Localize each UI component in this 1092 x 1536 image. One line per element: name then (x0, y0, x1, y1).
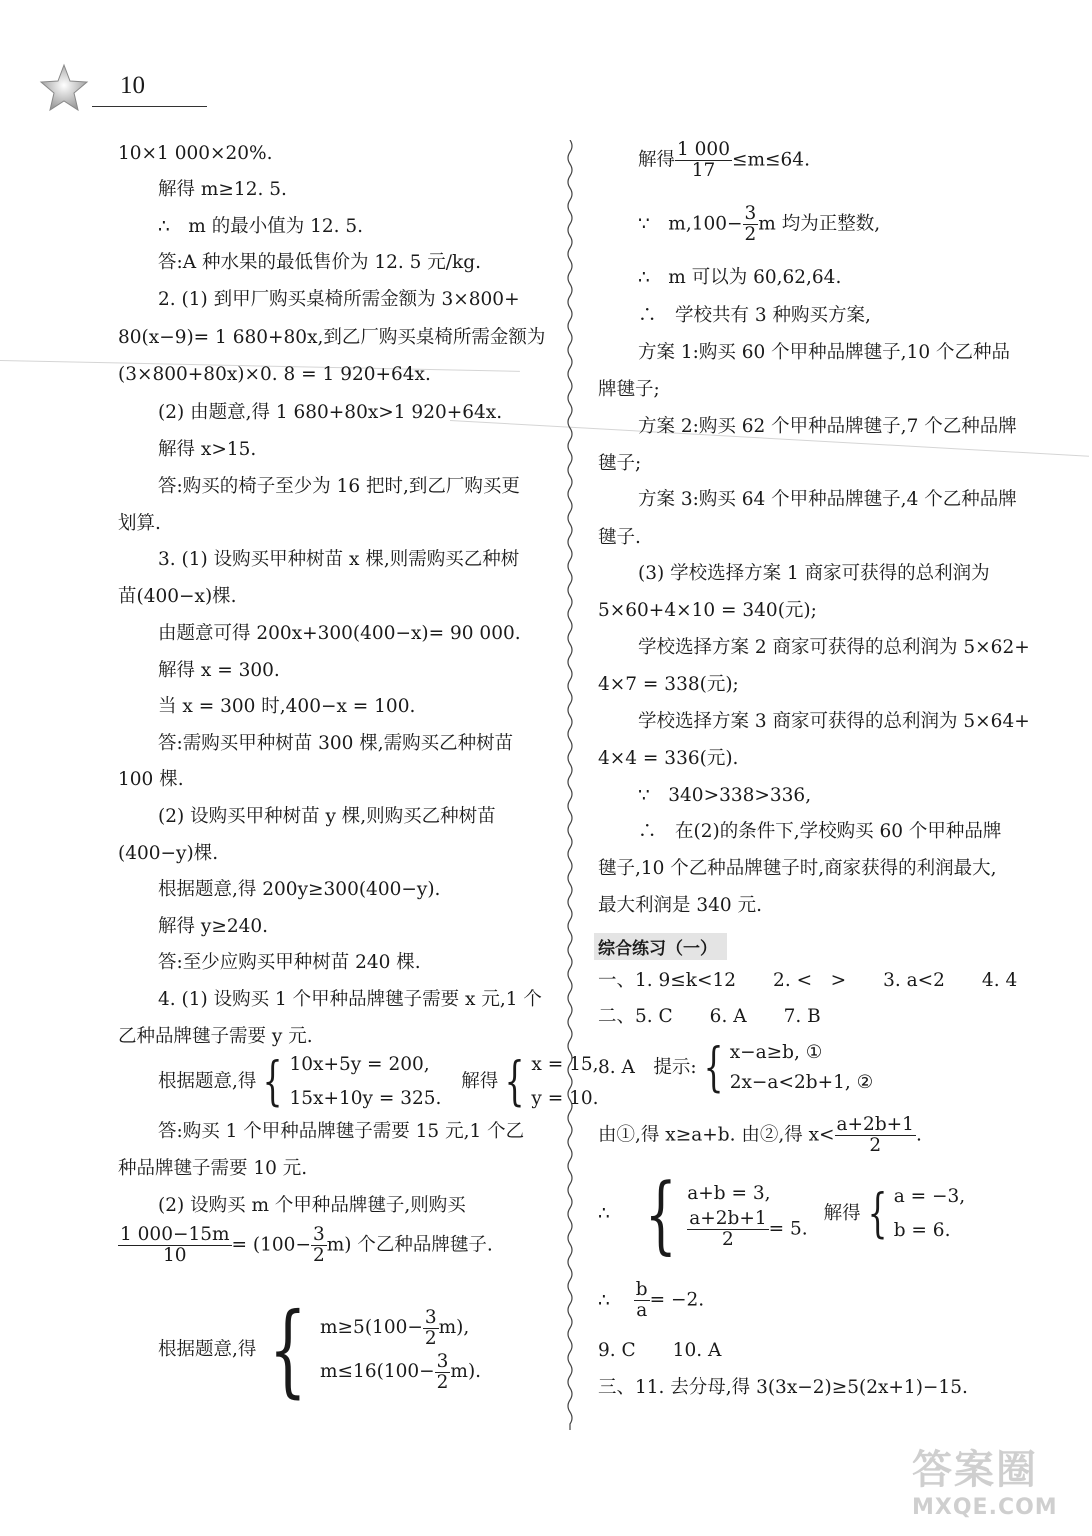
denominator: 10 (163, 1245, 187, 1266)
equation (687, 1209, 807, 1250)
equation: x−a≥b, ① (729, 1042, 823, 1063)
numerator: 3 (424, 1306, 437, 1328)
equation: a+b = 3, (687, 1182, 771, 1204)
text-line: 答:需购买甲种树苗 300 棵,需购买乙种树苗 (158, 733, 514, 754)
fraction (835, 1115, 916, 1156)
text-span: ≤m≤64. (731, 149, 810, 171)
inequality (320, 1306, 481, 1350)
text-line: ∴ 学校共有 3 种购买方案, (638, 305, 871, 326)
equation-lines (687, 1179, 807, 1250)
text-line: (2) 设购买 m 个甲种品牌毽子,则购买 (158, 1195, 466, 1216)
text-line: 方案 1:购买 60 个甲种品牌毽子,10 个乙种品 (638, 342, 1010, 363)
text-span: m 均为正整数, (758, 213, 881, 235)
equation-system (598, 1165, 966, 1263)
denominator: 2 (869, 1135, 882, 1156)
text-line: (2) 由题意,得 1 680+80x>1 920+64x. (158, 402, 503, 423)
equation-system (158, 1048, 599, 1116)
brace: { (703, 1038, 724, 1098)
equation: 2x−a<2b+1, ② (729, 1072, 874, 1093)
text-line: (400−y)棵. (118, 843, 219, 864)
text-line: (3) 学校选择方案 1 商家可获得的总利润为 (638, 563, 990, 584)
denominator: 2 (312, 1245, 325, 1266)
text-line: 2. (1) 到甲厂购买桌椅所需金额为 3×800+ (158, 289, 520, 310)
text-line: 解得 y≥240. (158, 916, 269, 937)
text-span: 根据题意,得 (158, 1339, 257, 1360)
text-span: m) 个乙种品牌毽子. (326, 1234, 493, 1256)
text-line: 乙种品牌毽子需要 y 元. (118, 1026, 313, 1047)
section-title: 综合练习（一） (594, 933, 727, 960)
text-line: 解得 x>15. (158, 439, 257, 460)
inequality-system (158, 1291, 482, 1408)
page-number: 10 (120, 72, 145, 99)
text-line: 答:购买 1 个甲种品牌毽子需要 15 元,1 个乙 (158, 1121, 525, 1142)
text-line: (3×800+80x)×0. 8 = 1 920+64x. (118, 364, 431, 385)
denominator: 2 (744, 224, 757, 245)
brace: { (269, 1291, 308, 1408)
text-span: = 5. (768, 1218, 808, 1239)
text-line: (2) 设购买甲种树苗 y 棵,则购买乙种树苗 (158, 806, 496, 827)
answer-line: 9. C 10. A (598, 1340, 722, 1361)
text-line: 学校选择方案 3 商家可获得的总利润为 5×64+ (638, 711, 1030, 732)
watermark-logo (912, 1438, 1082, 1518)
numerator: 1 000 (677, 139, 730, 160)
watermark-url: MXQE.COM (912, 1495, 1058, 1520)
fraction-line (598, 1115, 922, 1156)
text-line: ∴ m 的最小值为 12. 5. (158, 216, 364, 237)
denominator: 2 (722, 1228, 734, 1250)
text-line: 根据题意,得 200y≥300(400−y). (158, 879, 441, 900)
fraction-line (638, 204, 880, 245)
equation: b = 6. (893, 1220, 951, 1241)
answer-line: 一、1. 9≤k<12 2. < > 3. a<2 4. 4 (598, 970, 1018, 991)
numerator: 3 (312, 1224, 325, 1245)
star-icon (38, 62, 90, 114)
answer-line: 二、5. C 6. A 7. B (598, 1006, 821, 1027)
text-span: ∴ (598, 1289, 610, 1311)
text-line: ∴ 在(2)的条件下,学校购买 60 个甲种品牌 (638, 821, 1002, 842)
equation: y = 10. (531, 1088, 599, 1109)
page-header (38, 62, 178, 112)
numerator: b (635, 1279, 648, 1300)
text-line: 4. (1) 设购买 1 个甲种品牌毽子需要 x 元,1 个 (158, 989, 542, 1010)
text-line: 4×4 = 336(元). (598, 748, 739, 769)
equation-lines (894, 1180, 965, 1248)
equation-lines (531, 1048, 598, 1116)
column-divider (566, 140, 574, 1430)
text-line: ∵ 340>338>336, (638, 785, 812, 806)
numerator: 3 (436, 1350, 449, 1372)
text-line: 答:A 种水果的最低售价为 12. 5 元/kg. (158, 252, 481, 273)
text-span: m≤16(100− (320, 1361, 435, 1382)
text-line: 牌毽子; (598, 379, 660, 400)
text-line: 解得 m≥12. 5. (158, 179, 287, 200)
text-span: 8. A 提示: (598, 1057, 697, 1078)
header-rule (92, 106, 207, 107)
equation: 15x+10y = 325. (289, 1088, 442, 1109)
text-line: 方案 3:购买 64 个甲种品牌毽子,4 个乙种品牌 (638, 489, 1017, 510)
text-line: 毽子; (598, 453, 642, 474)
denominator: a (636, 1300, 648, 1321)
brace: { (504, 1052, 525, 1112)
fraction-expression (118, 1225, 493, 1266)
denominator: 17 (691, 160, 716, 181)
text-line: 5×60+4×10 = 340(元); (598, 600, 817, 621)
text-line: 最大利润是 340 元. (598, 895, 762, 916)
text-line: 由题意可得 200x+300(400−x)= 90 000. (158, 623, 521, 644)
text-line: 学校选择方案 2 商家可获得的总利润为 5×62+ (638, 637, 1030, 658)
text-line: 答:购买的椅子至少为 16 把时,到乙厂购买更 (158, 476, 520, 497)
text-span: m), (438, 1317, 470, 1338)
text-span: m). (450, 1361, 482, 1382)
fraction (118, 1225, 232, 1266)
text-span: ∴ (598, 1203, 610, 1224)
text-span: . (915, 1124, 922, 1146)
text-line: 10×1 000×20%. (118, 143, 273, 164)
answer-line: 三、11. 去分母,得 3(3x−2)≥5(2x+1)−15. (598, 1377, 968, 1398)
inequality (320, 1350, 481, 1394)
fraction (675, 140, 732, 181)
text-line: 4×7 = 338(元); (598, 674, 739, 695)
denominator: 2 (436, 1371, 449, 1393)
text-line: 80(x−9)= 1 680+80x,到乙厂购买桌椅所需金额为 (118, 327, 546, 348)
text-line: 解得 x = 300. (158, 660, 280, 681)
text-line: 方案 2:购买 62 个甲种品牌毽子,7 个乙种品牌 (638, 416, 1017, 437)
text-line: 3. (1) 设购买甲种树苗 x 棵,则需购买乙种树 (158, 549, 520, 570)
text-span: = −2. (649, 1289, 705, 1311)
equation: 10x+5y = 200, (289, 1054, 430, 1075)
text-span: = (100− (231, 1234, 311, 1256)
fraction-line (638, 140, 810, 181)
equation-lines (320, 1306, 481, 1394)
text-line: 苗(400−x)棵. (118, 586, 237, 607)
brace: { (867, 1184, 888, 1244)
text-line: 当 x = 300 时,400−x = 100. (158, 696, 416, 717)
numerator: a+2b+1 (836, 1114, 914, 1135)
brace: { (263, 1052, 283, 1112)
equation-lines (730, 1038, 873, 1098)
text-span: 根据题意,得 (158, 1071, 257, 1092)
numerator: 1 000−15m (120, 1224, 230, 1245)
fraction (423, 1308, 439, 1349)
fraction (634, 1280, 650, 1321)
text-span: 解得 (638, 149, 676, 171)
text-span: m≥5(100− (320, 1317, 423, 1338)
equation-system (598, 1038, 873, 1098)
fraction (743, 204, 759, 245)
text-line: 毽子. (598, 527, 641, 548)
text-line: 划算. (118, 513, 161, 534)
text-line: 毽子,10 个乙种品牌毽子时,商家获得的利润最大, (598, 858, 997, 879)
text-span: ∵ m,100− (638, 213, 743, 235)
text-span: 解得 (823, 1203, 861, 1224)
fraction (435, 1352, 451, 1393)
numerator: 3 (744, 203, 757, 224)
equation: x = 15, (531, 1054, 599, 1075)
text-span: 由①,得 x≥a+b. 由②,得 x< (598, 1124, 835, 1146)
text-line: 答:至少应购买甲种树苗 240 棵. (158, 952, 421, 973)
fraction-line (598, 1280, 704, 1321)
brace: { (644, 1165, 677, 1263)
numerator: a+2b+1 (689, 1207, 767, 1229)
text-line: 种品牌毽子需要 10 元. (118, 1158, 308, 1179)
watermark-text: 答案圈 (912, 1447, 1038, 1493)
text-line: 100 棵. (118, 769, 184, 790)
equation: a = −3, (893, 1186, 966, 1207)
text-line: ∴ m 可以为 60,62,64. (638, 267, 842, 288)
text-span: 解得 (461, 1071, 499, 1092)
equation-lines (289, 1048, 441, 1116)
fraction (311, 1225, 327, 1266)
denominator: 2 (424, 1327, 437, 1349)
fraction (687, 1209, 768, 1250)
